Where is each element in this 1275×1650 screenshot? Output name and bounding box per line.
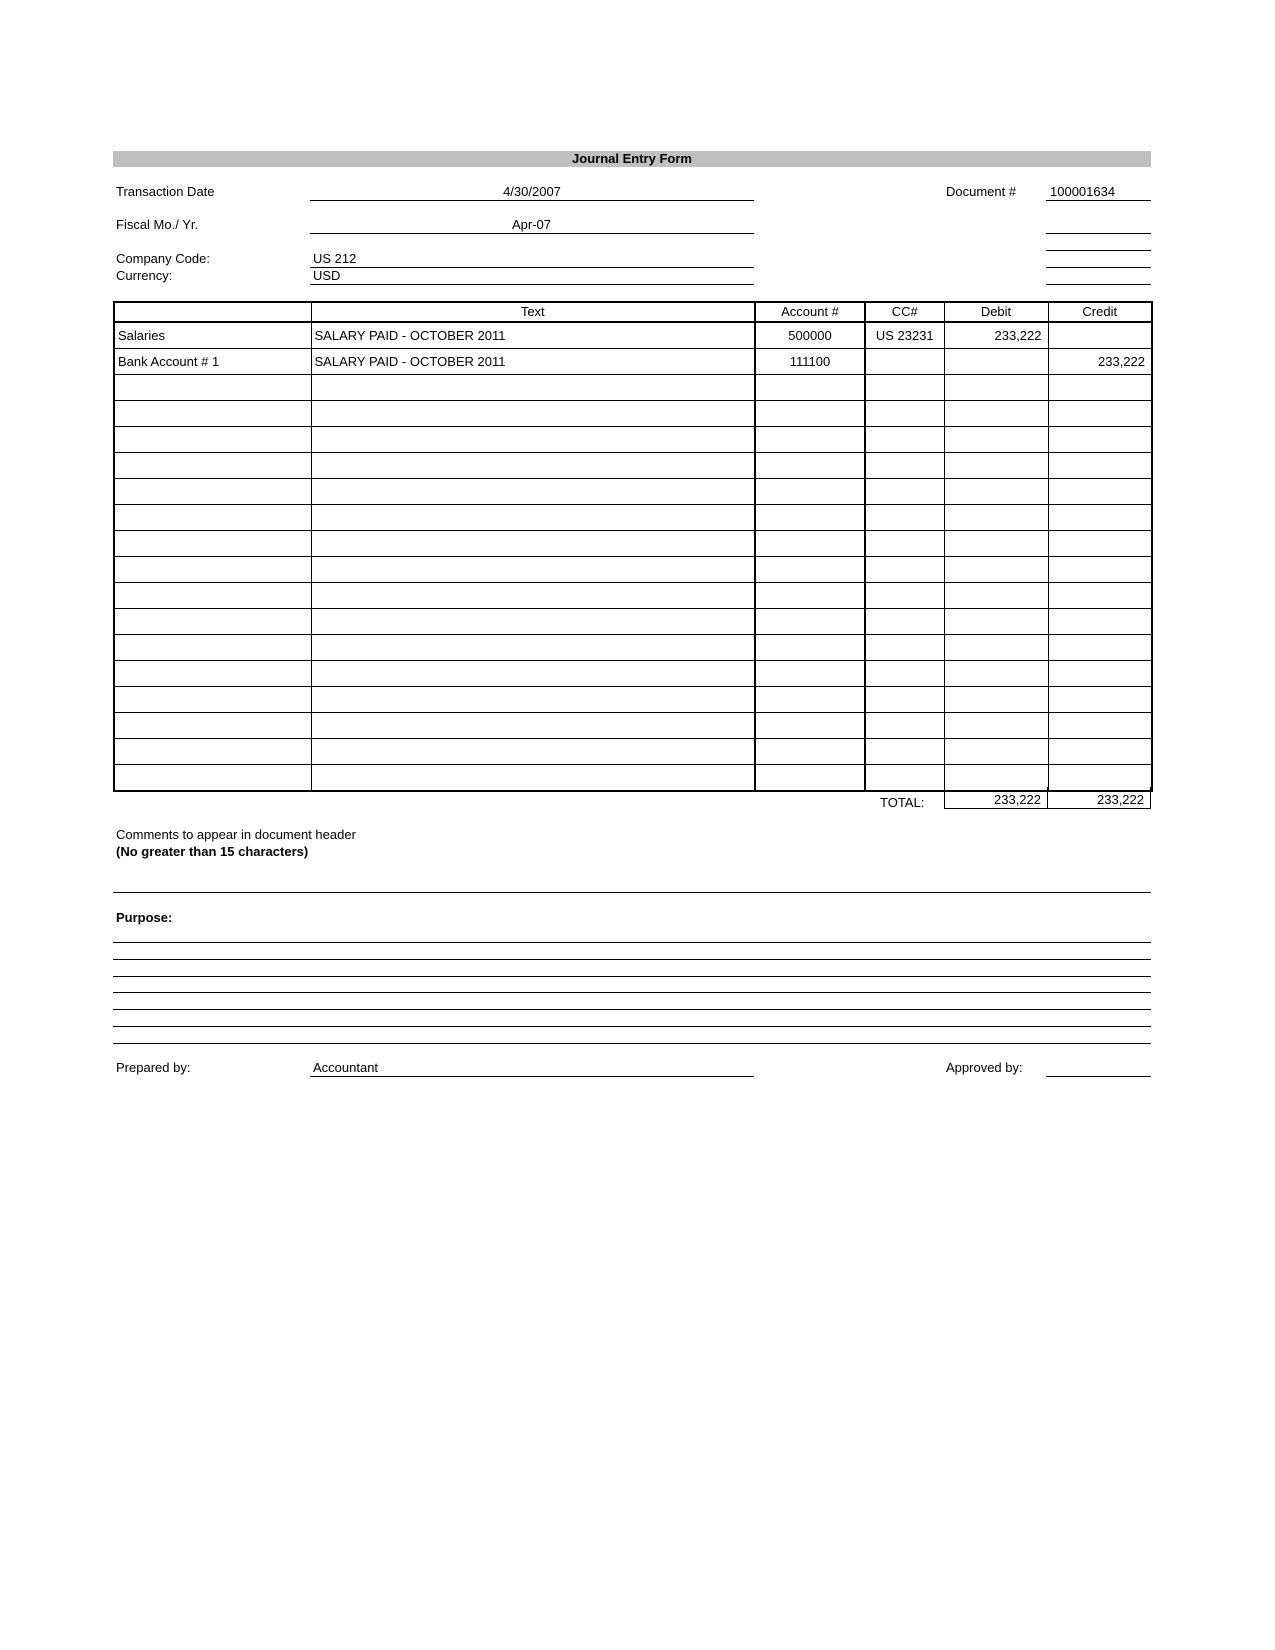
total-label: TOTAL: (880, 795, 925, 810)
cell-cc[interactable] (865, 635, 944, 661)
document-underline (1046, 200, 1151, 201)
cell-debit[interactable] (944, 687, 1048, 713)
cell-debit[interactable] (944, 739, 1048, 765)
cell-account-name[interactable] (114, 765, 311, 792)
cell-text[interactable] (311, 505, 755, 531)
cell-cc[interactable] (865, 505, 944, 531)
table-header-row (114, 302, 1152, 322)
cell-account-number[interactable] (755, 739, 865, 765)
cell-cc[interactable] (865, 427, 944, 453)
cell-credit[interactable] (1048, 322, 1152, 349)
table-row (114, 687, 1152, 713)
column-header-cc: CC# (865, 302, 944, 322)
total-debit: 233,222 (944, 787, 1048, 809)
table-row (114, 739, 1152, 765)
cell-account-name[interactable]: Bank Account # 1 (114, 349, 311, 375)
column-header-text: Text (311, 302, 755, 322)
document-value[interactable]: 100001634 (1050, 184, 1116, 199)
table-row (114, 531, 1152, 557)
cell-cc[interactable] (865, 349, 944, 375)
cell-text[interactable] (311, 583, 755, 609)
currency-label: Currency: (116, 268, 173, 283)
cell-debit[interactable] (944, 557, 1048, 583)
cell-text[interactable] (311, 401, 755, 427)
fiscal-underline (310, 233, 754, 234)
fiscal-value[interactable]: Apr-07 (512, 217, 552, 232)
cell-credit[interactable] (1048, 375, 1152, 401)
cell-account-name[interactable] (114, 661, 311, 687)
cell-credit[interactable] (1048, 427, 1152, 453)
cell-account-number[interactable] (755, 583, 865, 609)
cell-account-name[interactable]: Salaries (114, 322, 311, 349)
cell-text[interactable] (311, 713, 755, 739)
purpose-label: Purpose: (116, 910, 173, 925)
cell-cc[interactable] (865, 661, 944, 687)
cell-account-name[interactable] (114, 635, 311, 661)
approved-by-label: Approved by: (946, 1060, 1023, 1075)
approved-by-underline (1046, 1076, 1151, 1077)
cell-account-number[interactable] (755, 635, 865, 661)
transaction-date-label: Transaction Date (116, 184, 215, 199)
cell-credit[interactable] (1048, 401, 1152, 427)
table-row (114, 635, 1152, 661)
cell-text[interactable] (311, 427, 755, 453)
cell-text[interactable]: SALARY PAID - OCTOBER 2011 (311, 349, 755, 375)
cell-account-number[interactable] (755, 375, 865, 401)
cell-credit[interactable] (1048, 661, 1152, 687)
prepared-by-underline (310, 1076, 754, 1077)
cell-cc[interactable] (865, 531, 944, 557)
prepared-by-value[interactable]: Accountant (313, 1060, 379, 1075)
cell-account-number[interactable]: 111100 (755, 349, 865, 375)
cell-account-name[interactable] (114, 401, 311, 427)
table-row (114, 583, 1152, 609)
purpose-line-3[interactable] (113, 976, 1151, 977)
cell-credit[interactable] (1048, 583, 1152, 609)
cell-debit[interactable] (944, 349, 1048, 375)
cell-debit[interactable] (944, 375, 1048, 401)
cell-text[interactable] (311, 375, 755, 401)
cell-debit[interactable] (944, 661, 1048, 687)
cell-account-number[interactable] (755, 713, 865, 739)
cell-account-number[interactable] (755, 453, 865, 479)
cell-text[interactable] (311, 765, 755, 792)
cell-credit[interactable] (1048, 713, 1152, 739)
comments-note: (No greater than 15 characters) (116, 844, 309, 859)
cell-credit[interactable] (1048, 453, 1152, 479)
table-row (114, 401, 1152, 427)
cell-debit[interactable] (944, 479, 1048, 505)
table-row (114, 661, 1152, 687)
cell-cc[interactable] (865, 765, 944, 792)
transaction-date-underline (310, 200, 754, 201)
column-header-credit: Credit (1048, 302, 1152, 322)
cell-text[interactable] (311, 609, 755, 635)
cell-account-name[interactable] (114, 505, 311, 531)
column-header-account-number: Account # (755, 302, 865, 322)
cell-account-number[interactable] (755, 765, 865, 792)
cell-account-name[interactable] (114, 453, 311, 479)
cell-account-number[interactable] (755, 427, 865, 453)
fiscal-label: Fiscal Mo./ Yr. (116, 217, 199, 232)
company-code-value[interactable]: US 212 (313, 251, 357, 266)
cell-debit[interactable] (944, 401, 1048, 427)
purpose-line-6[interactable] (113, 1026, 1151, 1027)
cell-debit[interactable] (944, 453, 1048, 479)
table-row (114, 375, 1152, 401)
cell-credit[interactable] (1048, 687, 1152, 713)
column-header-debit: Debit (944, 302, 1048, 322)
cell-account-name[interactable] (114, 583, 311, 609)
purpose-line-2[interactable] (113, 959, 1151, 960)
company-code-label: Company Code: (116, 251, 210, 266)
cell-text[interactable] (311, 479, 755, 505)
cell-text[interactable]: SALARY PAID - OCTOBER 2011 (311, 322, 755, 349)
form-title: Journal Entry Form (113, 151, 1151, 167)
cell-account-name[interactable] (114, 427, 311, 453)
blank-right-line-1 (1046, 233, 1151, 234)
cell-text[interactable] (311, 531, 755, 557)
cell-account-name[interactable] (114, 713, 311, 739)
cell-account-name[interactable] (114, 739, 311, 765)
cell-credit[interactable] (1048, 531, 1152, 557)
cell-account-name[interactable] (114, 531, 311, 557)
cell-debit[interactable] (944, 505, 1048, 531)
company-code-underline (310, 267, 754, 268)
cell-cc[interactable] (865, 739, 944, 765)
comments-label: Comments to appear in document header (116, 827, 356, 842)
comments-line[interactable] (113, 892, 1151, 893)
table-row (114, 322, 1152, 349)
cell-debit[interactable] (944, 609, 1048, 635)
cell-account-number[interactable]: 500000 (755, 322, 865, 349)
cell-account-number[interactable] (755, 687, 865, 713)
document-label: Document # (946, 184, 1017, 199)
purpose-line-4[interactable] (113, 992, 1151, 993)
cell-account-name[interactable] (114, 687, 311, 713)
cell-account-number[interactable] (755, 531, 865, 557)
cell-credit[interactable] (1048, 739, 1152, 765)
cell-cc[interactable] (865, 713, 944, 739)
cell-cc[interactable] (865, 479, 944, 505)
cell-debit[interactable] (944, 583, 1048, 609)
cell-account-name[interactable] (114, 375, 311, 401)
cell-account-number[interactable] (755, 505, 865, 531)
table-row (114, 453, 1152, 479)
cell-account-name[interactable] (114, 557, 311, 583)
cell-credit[interactable]: 233,222 (1048, 349, 1152, 375)
table-row (114, 505, 1152, 531)
table-row (114, 713, 1152, 739)
cell-debit[interactable] (944, 713, 1048, 739)
currency-value[interactable]: USD (313, 268, 341, 283)
cell-text[interactable] (311, 687, 755, 713)
currency-underline (310, 284, 754, 285)
table-row (114, 427, 1152, 453)
cell-debit[interactable]: 233,222 (944, 322, 1048, 349)
cell-cc[interactable] (865, 401, 944, 427)
total-credit: 233,222 (1047, 787, 1151, 809)
table-row (114, 479, 1152, 505)
table-row (114, 349, 1152, 375)
blank-right-line-4 (1046, 284, 1151, 285)
cell-text[interactable] (311, 635, 755, 661)
cell-account-name[interactable] (114, 609, 311, 635)
cell-text[interactable] (311, 661, 755, 687)
cell-cc[interactable] (865, 609, 944, 635)
blank-right-line-3 (1046, 267, 1151, 268)
cell-credit[interactable] (1048, 557, 1152, 583)
cell-cc[interactable] (865, 583, 944, 609)
table-row (114, 557, 1152, 583)
cell-account-name[interactable] (114, 479, 311, 505)
cell-account-number[interactable] (755, 401, 865, 427)
prepared-by-label: Prepared by: (116, 1060, 191, 1075)
cell-credit[interactable] (1048, 609, 1152, 635)
cell-account-number[interactable] (755, 479, 865, 505)
cell-text[interactable] (311, 453, 755, 479)
cell-credit[interactable] (1048, 635, 1152, 661)
cell-account-number[interactable] (755, 661, 865, 687)
column-header-account-name (114, 302, 311, 322)
cell-cc[interactable] (865, 375, 944, 401)
journal-table (113, 301, 1153, 792)
cell-account-number[interactable] (755, 609, 865, 635)
table-row (114, 609, 1152, 635)
purpose-line-5[interactable] (113, 1009, 1151, 1010)
purpose-line-7[interactable] (113, 1043, 1151, 1044)
cell-credit[interactable] (1048, 479, 1152, 505)
cell-cc[interactable] (865, 687, 944, 713)
cell-cc[interactable] (865, 557, 944, 583)
cell-account-number[interactable] (755, 557, 865, 583)
purpose-line-1[interactable] (113, 942, 1151, 943)
blank-right-line-2 (1046, 250, 1151, 251)
cell-text[interactable] (311, 739, 755, 765)
cell-cc[interactable]: US 23231 (865, 322, 944, 349)
cell-debit[interactable] (944, 635, 1048, 661)
transaction-date-value[interactable]: 4/30/2007 (503, 184, 561, 199)
cell-debit[interactable] (944, 531, 1048, 557)
cell-debit[interactable] (944, 427, 1048, 453)
cell-cc[interactable] (865, 453, 944, 479)
cell-credit[interactable] (1048, 505, 1152, 531)
cell-text[interactable] (311, 557, 755, 583)
